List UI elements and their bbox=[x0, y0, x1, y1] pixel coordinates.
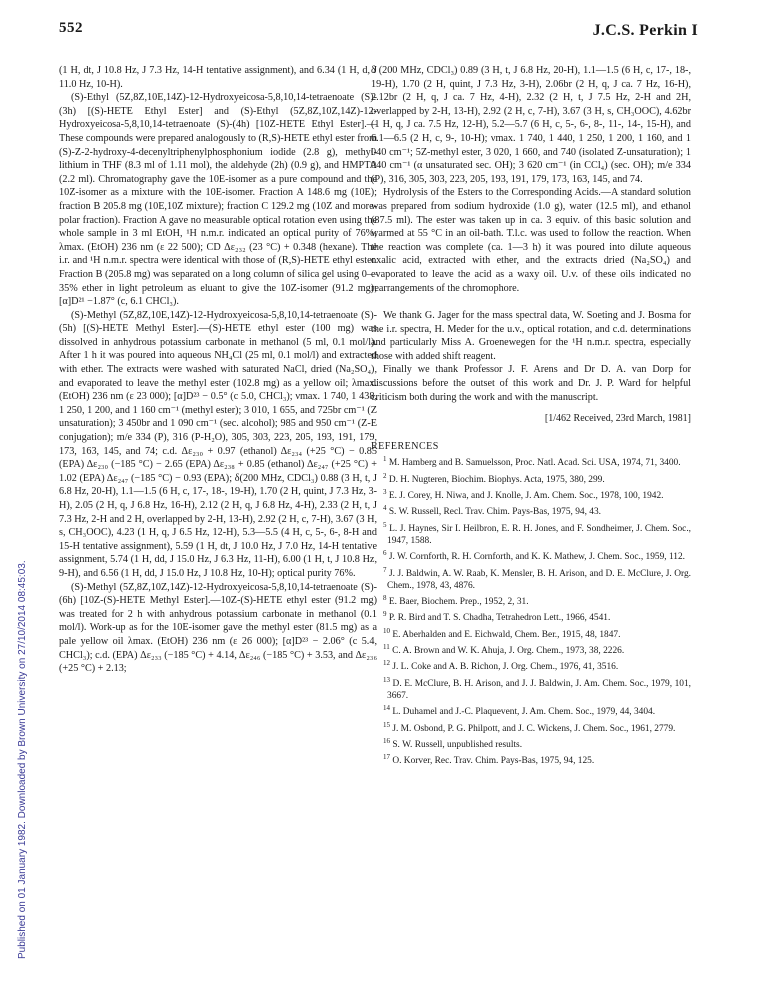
acknowledgement-paragraph: We thank G. Jager for the mass spectral data, W. Soeting and J. Bosma for the i.r. spectra, H. Meder for the u.v., optical rotation, and c.d. determinations and particularly Miss A. Groenewegen for the ¹H n.m.r. spectra, especially those with added shift reagent. bbox=[371, 310, 691, 362]
reference-item bbox=[371, 702, 691, 718]
reference-item bbox=[371, 564, 691, 593]
references-list bbox=[371, 453, 691, 767]
reference-item bbox=[371, 547, 691, 563]
reference-text: J. J. Baldwin, A. W. Raab, K. Mensler, B. H. Arison, and D. E. McClure, J. Org. Chem., 1978, 43, 4876. bbox=[387, 568, 691, 591]
references-heading: REFERENCES bbox=[371, 440, 439, 452]
reference-number: 4 bbox=[383, 504, 387, 513]
reference-text: D. E. McClure, B. H. Arison, and J. J. Baldwin, J. Am. Chem. Soc., 1979, 101, 3667. bbox=[387, 678, 691, 702]
reference-item bbox=[371, 625, 691, 641]
reference-number: 11 bbox=[383, 643, 390, 652]
paragraph: (S)-Methyl (5Z,8Z,10Z,14Z)-12-Hydroxyeicosa-5,8,10,14-tetraenoate (S)-(6h) [10Z-(S)-HETE Methyl Ester].—10Z-(S)-HETE ethyl ester (91.2 mg) was treated for 2 h with anhydrous potassium carbonate in methanol (0.1 mol/l). Work-up as for the 10E-isomer gave the methyl ester (81.5 mg) as a pale yellow oil λmax. (EtOH) 236 nm (ε 26 000); [α]D²³ − 2.06° (c 5.4, CHCl₃); c.d. (EPA) Δε₂₃₃ (−185 °C) + 4.14, Δε₂₄₆ (−185 °C) + 3.53, and Δε₂₃₆ (+25 °C) + 2.13; bbox=[59, 581, 377, 675]
reference-item bbox=[371, 657, 691, 673]
reference-number: 16 bbox=[383, 736, 390, 745]
reference-item bbox=[371, 502, 691, 518]
reference-item bbox=[371, 735, 691, 751]
reference-number: 15 bbox=[383, 720, 390, 729]
reference-text: D. H. Nugteren, Biochim. Biophys. Acta, 1975, 380, 299. bbox=[388, 474, 605, 485]
reference-item bbox=[371, 453, 691, 469]
reference-item bbox=[371, 608, 691, 624]
download-watermark-text: Published on 01 January 1982. Downloaded by Brown University on 27/10/2014 08:45:03. bbox=[17, 560, 28, 959]
reference-text: E. Baer, Biochem. Prep., 1952, 2, 31. bbox=[388, 597, 529, 608]
received-date: [1/462 Received, 23rd March, 1981] bbox=[544, 413, 691, 425]
reference-text: J. L. Coke and A. B. Richon, J. Org. Chem., 1976, 41, 3516. bbox=[392, 662, 619, 673]
acknowledgement-paragraph: Finally we thank Professor J. F. Arens and Dr D. A. van Dorp for discussions before the outset of this work and Dr. J. P. Ward for helpful criticism both during the work and with the manuscript. bbox=[371, 364, 691, 403]
reference-item bbox=[371, 486, 691, 502]
reference-number: 3 bbox=[383, 488, 387, 497]
reference-text: M. Hamberg and B. Samuelsson, Proc. Natl. Acad. Sci. USA, 1974, 71, 3400. bbox=[388, 458, 681, 469]
reference-text: S. W. Russell, Recl. Trav. Chim. Pays-Bas, 1975, 94, 43. bbox=[388, 507, 602, 518]
reference-text: L. Duhamel and J.-C. Plaquevent, J. Am. Chem. Soc., 1979, 44, 3404. bbox=[392, 707, 656, 718]
reference-item bbox=[371, 674, 691, 703]
reference-text: O. Korver, Rec. Trav. Chim. Pays-Bas, 1975, 94, 125. bbox=[392, 756, 595, 767]
reference-number: 17 bbox=[383, 753, 390, 762]
right-column bbox=[371, 64, 691, 768]
reference-number: 13 bbox=[383, 675, 390, 684]
reference-text: P. R. Bird and T. S. Chadha, Tetrahedron Lett., 1966, 4541. bbox=[388, 613, 611, 624]
page-number: 552 bbox=[59, 20, 83, 36]
reference-item bbox=[371, 719, 691, 735]
reference-number: 6 bbox=[383, 549, 387, 558]
reference-text: L. J. Haynes, Sir I. Heilbron, E. R. H. Jones, and F. Sondheimer, J. Chem. Soc., 1947, 1588. bbox=[387, 523, 692, 547]
reference-number: 14 bbox=[383, 704, 390, 713]
reference-text: E. J. Corey, H. Niwa, and J. Knolle, J. Am. Chem. Soc., 1978, 100, 1942. bbox=[388, 491, 664, 502]
reference-number: 7 bbox=[383, 565, 387, 574]
download-watermark bbox=[5, 90, 28, 970]
reference-number: 8 bbox=[383, 594, 387, 603]
paragraph: (1 H, dt, J 10.8 Hz, J 7.3 Hz, 14-H tentative assignment), and 6.34 (1 H, d, J 11.0 Hz, 10-H). bbox=[59, 65, 377, 90]
reference-text: J. W. Cornforth, R. H. Cornforth, and K. K. Mathew, J. Chem. Soc., 1959, 112. bbox=[388, 552, 686, 563]
reference-number: 12 bbox=[383, 659, 390, 668]
paragraph: (S)-Ethyl (5Z,8Z,10E,14Z)-12-Hydroxyeicosa-5,8,10,14-tetraenoate (S)-(3h) [(S)-HETE Ethyl Ester] and (S)-Ethyl (5Z,8Z,10Z,14Z)-12-Hydroxyeicosa-5,8,10,14-tetraenoate (S)-(4h) [10Z-HETE Ethyl Ester].—These compounds were prepared analogously to (R,S)-HETE ethyl ester from (S)-Z-2-hydroxy-4-decenyltriphenylphosphonium iodide (2.8 g), methyl-lithium in THF (8.3 ml of 1.11 mol), the aldehyde (2h) (0.9 g), and HMPTA (2.2 ml). Chromatography gave the 10E-isomer as a pure compound and the 10Z-isomer as a mixture with the 10E-isomer. Fraction A 148.6 mg (10E); fraction B 205.8 mg (10E,10Z mixture); fraction C 129.2 mg (10Z and more-polar fraction). Fraction A gave no measurable optical rotation even using the whole sample in 3 ml EtOH, ¹H n.m.r. indicated an optical purity of 76%; λmax. (EtOH) 236 nm (ε 22 500); CD Δε₂₃₂ (23 °C) + 0.348 (hexane). The i.r. and ¹H n.m.r. spectra were identical with those of (R,S)-HETE ethyl ester. Fraction B (205.8 mg) was separated on a long column of silica gel using 0—35% ether in light petroleum as eluant to give the 10Z-isomer (91.2 mg); [α]D²¹ −1.87° (c, 6.1 CHCl₃). bbox=[59, 92, 377, 308]
reference-number: 5 bbox=[383, 520, 387, 529]
left-column bbox=[59, 64, 377, 676]
reference-text: J. M. Osbond, P. G. Philpott, and J. C. Wickens, J. Chem. Soc., 1961, 2779. bbox=[392, 723, 676, 734]
reference-number: 1 bbox=[383, 455, 387, 464]
reference-item bbox=[371, 470, 691, 486]
reference-item bbox=[371, 641, 691, 657]
reference-number: 2 bbox=[383, 471, 387, 480]
paragraph: (S)-Methyl (5Z,8Z,10E,14Z)-12-Hydroxyeicosa-5,8,10,14-tetraenoate (S)-(5h) [(S)-HETE Methyl Ester].—(S)-HETE ethyl ester (100 mg) was dissolved in anhydrous potassium carbonate in methanol (5 ml, 0.1 mol/l). After 1 h it was poured into aqueous NH₄Cl (25 ml, 0.1 mol/l) and extracted with ether. The extracts were washed with saturated NaCl, dried (Na₂SO₄), and evaporated to leave the methyl ester (102.8 mg) as a yellow oil; λmax. (EtOH) 236 nm (ε 23 000); [α]D²³ − 0.5° (c 5.0, CHCl₃); νmax. 1 740, 1 438, 1 250, 1 200, and 1 160 cm⁻¹ (methyl ester); 3 010, 1 655, and 725br cm⁻¹ (Z unsaturation); 3 450br and 1 090 cm⁻¹ (sec. alcohol); 985 and 950 cm⁻¹ (Z-E conjugation); m/e 334 (P), 316 (P-H₂O), 305, 303, 223, 205, 193, 191, 179, 173, 163, 145, and 74; c.d. Δε₂₃₀ + 0.97 (ethanol) Δε₂₃₄ (+25 °C) − 0.85 (EPA) Δε₂₃₀ (−185 °C) − 2.65 (EPA) Δε₂₃₈ + 0.85 (ethanol) Δε₂₄₇ (+25 °C) + 1.02 (EPA) Δε₂₄₇ (−185 °C) − 0.93 (EPA); δ(200 MHz, CDCl₃) 0.88 (3 H, t, J 6.8 Hz, 20-H), 1.1—1.5 (6 H, c, 17-, 18-, 19-H), 1.70 (2 H, quint, J 7.3 Hz, 3-H), 2.05 (2 H, q, J 6.8 Hz, 16-H), 2.12 (2 H, q, J 6.8 Hz, 4-H), 2.33 (2 H, t, J 7.3 Hz, 2-H and 2 H, overlapped by 2-H, 13-H), 2.92 (2 H, c, 7-H), 3.67 (3 H, s, CH₃OOC), 4.23 (1 H, q, J 6.5 Hz, 12-H), 5.3—5.5 (4 H, c, 5-, 6-, 8-H and 15-H tentative assignment), 5.59 (1 H, dt, J 10.0 Hz, J 7.0 Hz, 14-H tentative assignment, 5.74 (1 H, dd, J 15.0 Hz, J 6.3 Hz, 11-H), 6.00 (1 H, t, J 10.8 Hz, 9-H), and 6.56 (1 H, dd, J 15.0 Hz, J 10.8 Hz, 10-H); optical purity 76%. bbox=[59, 309, 378, 579]
paragraph: Hydrolysis of the Esters to the Corresponding Acids.—A standard solution was prepared from sodium hydroxide (1.0 g), water (12.5 ml), and ethanol (87.5 ml). The ester was taken up in ca. 3 equiv. of this basic solution and warmed at 55 °C in an oil-bath. T.l.c. was used to follow the reaction. When the reaction was complete (ca. 1—3 h) it was poured into dilute aqueous oxalic acid, extracted with ether, and the extracts dried (Na₂SO₄) and evaporated to leave the acid as a waxy oil. U.v. of these oils indicated no rearrangements of the chromophore. bbox=[371, 187, 691, 294]
journal-title: J.C.S. Perkin I bbox=[592, 22, 698, 39]
reference-number: 9 bbox=[383, 610, 387, 619]
reference-text: C. A. Brown and W. K. Ahuja, J. Org. Chem., 1973, 38, 2226. bbox=[392, 646, 625, 657]
reference-item bbox=[371, 519, 691, 548]
reference-item bbox=[371, 592, 691, 608]
paragraph: δ (200 MHz, CDCl₃) 0.89 (3 H, t, J 6.8 Hz, 20-H), 1.1—1.5 (6 H, c, 17-, 18-, 19-H), 1.70 (2 H, quint, J 7.3 Hz, 3-H), 2.06br (2 H, q, J ca. 7 Hz, 16-H), 2.12br (2 H, q, J ca. 7 Hz, 4-H), 2.32 (2 H, t, J 7.5 Hz, 2-H and 2H, overlapped by 2-H, 13-H), 2.92 (2 H, c, 7-H), 3.67 (3 H, s, CH₃OOC), 4.62br (1 H, q, J ca. 7.5 Hz, 12-H), 5.2—5.7 (6 H, c, 5-, 6-, 8-, 11-, 14-, 15-H), and 6.1—6.5 (2 H, c, 9-, 10-H); νmax. 1 740, 1 440, 1 250, 1 200, 1 160, and 1 040 cm⁻¹; 5Z-methyl ester, 3 020, 1 660, and 740 (isolated Z-unsaturation); 1 040 cm⁻¹ (α unsaturated sec. OH); 3 620 cm⁻¹ (in CCl₄) (sec. OH); m/e 334 (P), 316, 305, 303, 223, 205, 193, 191, 179, 173, 163, 145, and 74. bbox=[371, 65, 691, 185]
reference-text: E. Aberhalden and E. Eichwald, Chem. Ber., 1915, 48, 1847. bbox=[392, 629, 621, 640]
reference-text: S. W. Russell, unpublished results. bbox=[392, 740, 523, 751]
reference-number: 10 bbox=[383, 626, 390, 635]
reference-item bbox=[371, 751, 691, 767]
